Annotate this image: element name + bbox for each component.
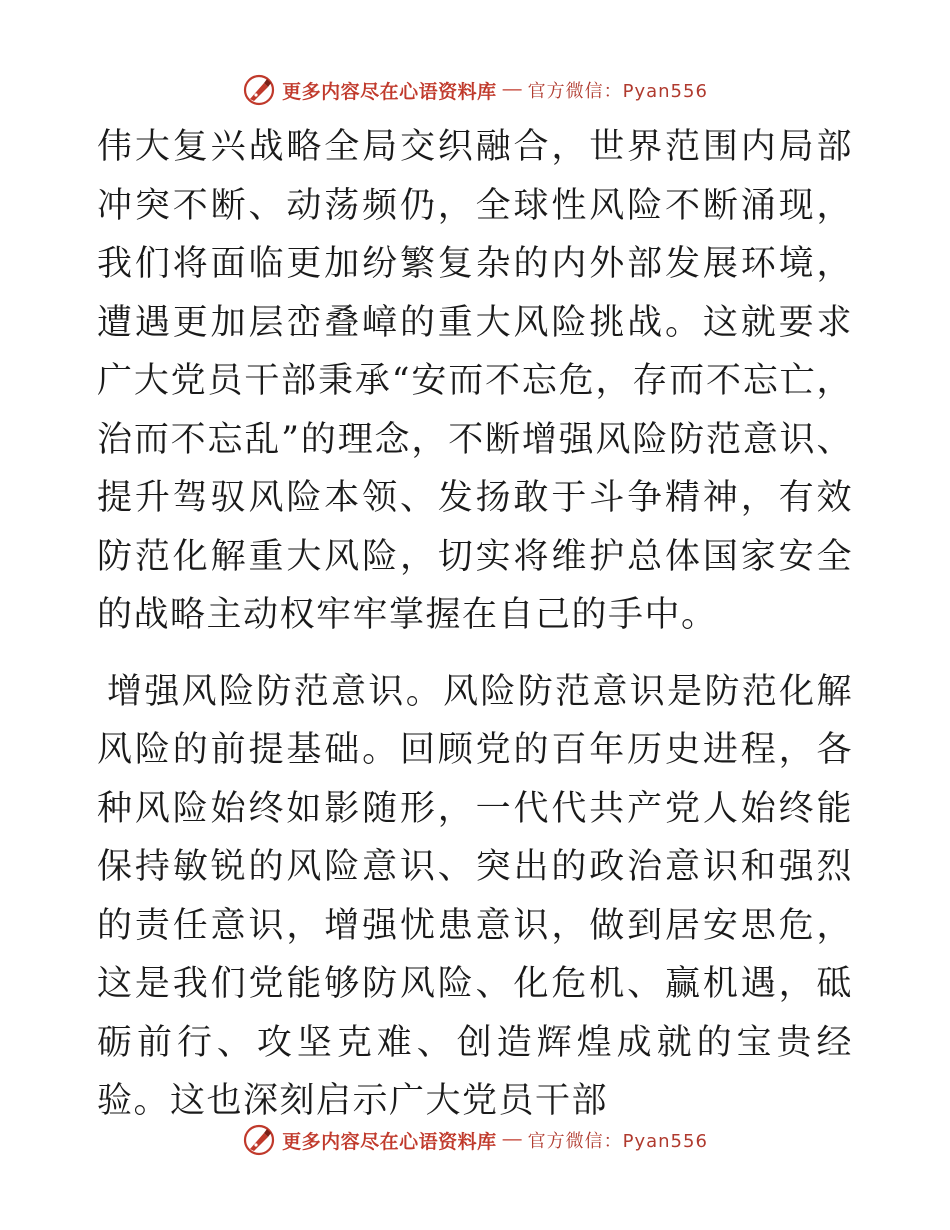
- document-body: [97, 118, 853, 1131]
- banner-wechat-text: 官方微信：Pyan556: [527, 1131, 708, 1152]
- footer-watermark-banner: [0, 1120, 950, 1160]
- header-watermark-banner: [0, 70, 950, 110]
- banner-wechat-text: 官方微信：Pyan556: [527, 81, 708, 102]
- banner-separator: —: [502, 79, 522, 100]
- body-paragraph-2: 增强风险防范意识。风险防范意识是防范化解风险的前提基础。回顾党的百年历史进程，各种风险始终如影随形，一代代共产党人始终能保持敏锐的风险意识、突出的政治意识和强烈的责任意识，增强忧患意识，做到居安思危，这是我们党能够防风险、化危机、赢机遇，砥砺前行、攻坚克难、创造辉煌成就的宝贵经验。这也深刻启示广大党员干部: [97, 671, 853, 1121]
- banner-brand-text: 更多内容尽在心语资料库: [282, 80, 497, 103]
- banner-brand-text: 更多内容尽在心语资料库: [282, 1130, 497, 1153]
- banner-separator: —: [502, 1129, 522, 1150]
- body-paragraph-1: 伟大复兴战略全局交织融合，世界范围内局部冲突不断、动荡频仍，全球性风险不断涌现，我们将面临更加纷繁复杂的内外部发展环境，遭遇更加层峦叠嶂的重大风险挑战。这就要求广大党员干部秉承“安而不忘危，存而不忘亡，治而不忘乱”的理念，不断增强风险防范意识、提升驾驭风险本领、发扬敢于斗争精神，有效防范化解重大风险，切实将维护总体国家安全的战略主动权牢牢掌握在自己的手中。: [97, 127, 853, 635]
- pen-nib-logo-icon: [242, 73, 276, 107]
- pen-nib-logo-icon: [242, 1123, 276, 1157]
